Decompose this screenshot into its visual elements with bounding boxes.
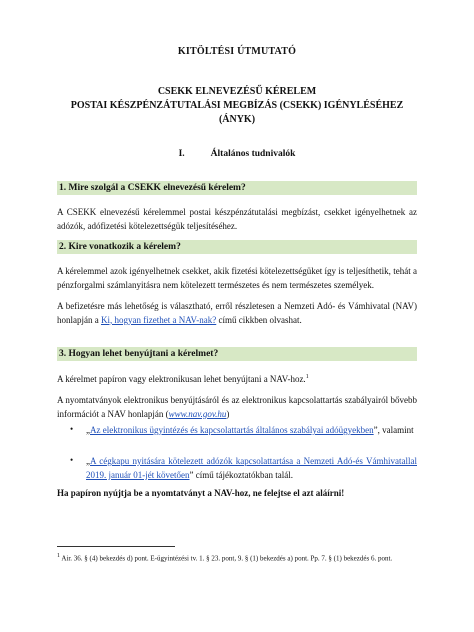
footnote xyxy=(57,551,417,564)
subtitle-line-3: (ÁNYK) xyxy=(218,114,256,125)
section-heading xyxy=(0,149,474,159)
bullet-1-open-quote: „ xyxy=(86,425,90,435)
question-2-text-2 xyxy=(57,300,417,327)
subtitle-line-1: CSEKK ELNEVEZÉSŰ KÉRELEM xyxy=(157,86,317,97)
elektronikus-ugyintezes-link[interactable]: Az elektronikus ügyintézés és kapcsolattartás általános szabályai adóügyekben xyxy=(90,425,374,435)
question-1-heading: 1. Mire szolgál a CSEKK elnevezésű kérelem? xyxy=(57,181,417,195)
question-3-text-2 xyxy=(57,394,417,421)
section-number: I. xyxy=(178,149,185,159)
question-3-text-2-tail: ) xyxy=(226,408,230,419)
question-2-heading: 2. Kire vonatkozik a kérelem? xyxy=(57,240,417,254)
footnote-number: 1 xyxy=(57,553,60,559)
footnote-text: Air. 36. § (4) bekezdés d) pont. E-ügyintézési tv. 1. § 23. pont, 9. § (1) bekezdés a) pont. Pp. 7. § (1) bekezdés 6. pont. xyxy=(60,554,393,563)
question-2-text-2-lead: A befizetésre más lehetőség is választható, erről részletesen a Nemzeti Adó- és Vámhivatal (NAV) honlapján a xyxy=(57,301,417,325)
cegkapu-link[interactable]: A cégkapu nyitására kötelezett adózók kapcsolattartása a Nemzeti Adó-és Vámhivatallal 2019. január 01-jét követően xyxy=(86,456,417,480)
bullet-item-1 xyxy=(86,424,417,438)
bullet-marker-1: • xyxy=(70,424,74,434)
question-3-heading: 3. Hogyan lehet benyújtani a kérelmet? xyxy=(57,347,417,361)
signature-reminder: Ha papíron nyújtja be a nyomtatványt a NAV-hoz, ne felejtse el azt aláírni! xyxy=(57,488,345,498)
footnote-ref[interactable]: 1 xyxy=(305,374,309,380)
question-3-text-2-lead: A nyomtatványok elektronikus benyújtásáról és az elektronikus kapcsolattartás szabályairól bővebb információt a NAV honlapján ( xyxy=(57,395,417,419)
document-subtitle xyxy=(40,85,434,127)
nav-website-link[interactable]: www.nav.gov.hu xyxy=(168,408,227,419)
question-2-text-1: A kérelemmel azok igényelhetnek csekket, akik fizetési kötelezettségüket így is teljesíthetik, tehát a pénzforgalmi számlanyitásra nem kötelezett természetes és nem természetes személyek. xyxy=(57,266,417,290)
bullet-2-tail: ” című tájékoztatókban talál. xyxy=(189,469,293,480)
bullet-1-tail: ”, valamint xyxy=(373,425,414,435)
question-3-text-1-body: A kérelmet papíron vagy elektronikusan lehet benyújtani a NAV-hoz. xyxy=(57,374,306,384)
question-2-text-2-tail: című cikkben olvashat. xyxy=(216,314,302,325)
subtitle-line-2: POSTAI KÉSZPÉNZÁTUTALÁSI MEGBÍZÁS (CSEKK) IGÉNYLÉSÉHEZ xyxy=(70,100,404,111)
question-3-text-1 xyxy=(57,371,417,387)
document-title: KITÖLTÉSI ÚTMUTATÓ xyxy=(177,46,297,57)
ki-hogyan-fizethet-link[interactable]: Ki, hogyan fizethet a NAV-nak? xyxy=(101,314,217,325)
footnote-divider xyxy=(57,546,175,547)
bullet-marker-2: • xyxy=(70,455,74,465)
bullet-item-2 xyxy=(86,455,417,482)
bullet-2-open-quote: „ xyxy=(86,456,90,466)
question-1-text: A CSEKK elnevezésű kérelemmel postai készpénzátutalási megbízást, csekket igényelhetnek az adózók, adófizetési kötelezettségük teljesítéséhez. xyxy=(57,207,417,231)
section-title: Általános tudnivalók xyxy=(210,149,296,159)
